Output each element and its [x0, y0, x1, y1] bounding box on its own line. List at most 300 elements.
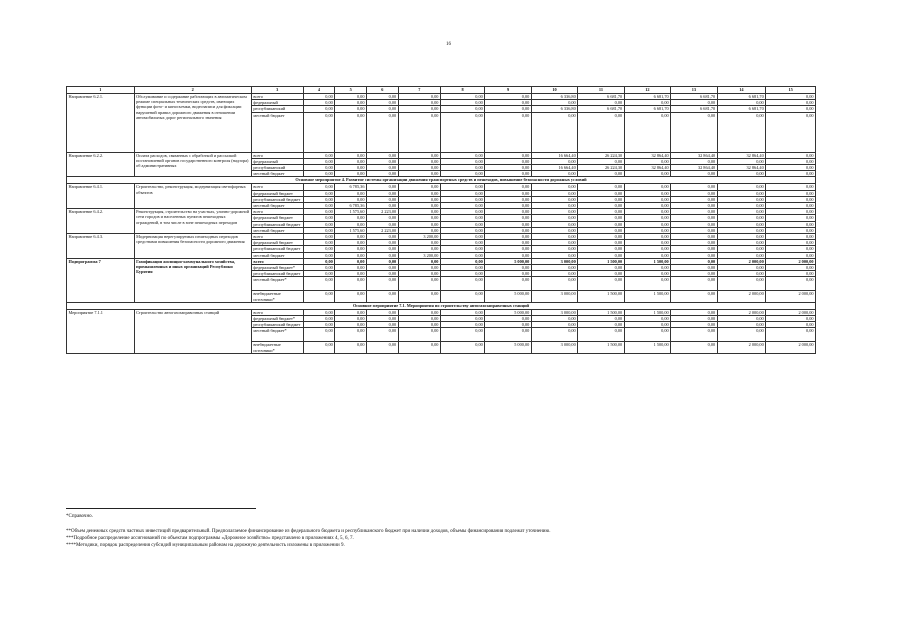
funding-source: республиканский бюджет [251, 221, 303, 227]
value-cell: 0,00 [717, 277, 766, 291]
value-cell: 0,00 [671, 100, 717, 106]
value-cell: 0,00 [624, 265, 670, 271]
value-cell: 0,00 [624, 158, 670, 164]
value-cell: 0,00 [624, 190, 670, 196]
value-cell: 6 336,80 [531, 94, 577, 100]
value-cell: 0,00 [398, 100, 440, 106]
value-cell: 0,00 [366, 100, 398, 106]
value-cell: 0,00 [440, 240, 484, 246]
value-cell: 0,00 [578, 271, 624, 277]
value-cell: 0,00 [671, 322, 717, 328]
value-cell: 0,00 [671, 265, 717, 271]
value-cell: 0,00 [440, 112, 484, 152]
value-cell: 1 575,60 [335, 227, 367, 233]
value-cell: 0,00 [766, 221, 816, 227]
value-cell: 0,00 [398, 316, 440, 322]
value-cell: 0,00 [440, 234, 484, 240]
value-cell: 0,00 [303, 265, 335, 271]
value-cell: 0,00 [440, 203, 484, 209]
value-cell: 0,00 [335, 265, 367, 271]
value-cell: 0,00 [440, 265, 484, 271]
value-cell: 0,00 [485, 246, 531, 252]
funding-source: всего [251, 94, 303, 100]
value-cell: 2 000,00 [766, 258, 816, 264]
value-cell: 32 864,40 [717, 152, 766, 158]
section-row [67, 177, 816, 184]
value-cell: 0,00 [717, 322, 766, 328]
value-cell: 0,00 [717, 100, 766, 106]
column-header: 7 [398, 87, 440, 94]
value-cell: 0,00 [440, 158, 484, 164]
value-cell: 2 000,00 [717, 258, 766, 264]
value-cell: 0,00 [366, 106, 398, 112]
value-cell: 0,00 [485, 322, 531, 328]
value-cell: 32 864,40 [671, 165, 717, 171]
value-cell: 0,00 [303, 240, 335, 246]
value-cell: 0,00 [531, 158, 577, 164]
funding-source: местный бюджет [251, 112, 303, 152]
value-cell: 0,00 [531, 328, 577, 342]
value-cell: 0,00 [717, 246, 766, 252]
column-header: 14 [717, 87, 766, 94]
value-cell: 0,00 [531, 196, 577, 202]
item-code: Подпрограмма 7 [67, 258, 135, 302]
value-cell: 0,00 [335, 94, 367, 100]
value-cell: 0,00 [717, 234, 766, 240]
value-cell: 0,00 [578, 252, 624, 258]
column-header: 15 [766, 87, 816, 94]
value-cell: 3 000,00 [531, 309, 577, 315]
value-cell: 0,00 [671, 240, 717, 246]
value-cell: 0,00 [398, 106, 440, 112]
value-cell: 0,00 [531, 246, 577, 252]
value-cell: 0,00 [766, 171, 816, 177]
value-cell: 0,00 [366, 316, 398, 322]
value-cell: 0,00 [335, 246, 367, 252]
item-name: Газификация жилищно-коммунального хозяйства, промышленных и иных организаций Республики Бурятия [134, 258, 251, 302]
value-cell: 0,00 [531, 112, 577, 152]
value-cell: 0,00 [766, 240, 816, 246]
value-cell: 0,00 [398, 171, 440, 177]
value-cell: 32 864,40 [624, 165, 670, 171]
value-cell: 0,00 [398, 328, 440, 342]
value-cell: 0,00 [366, 94, 398, 100]
value-cell: 0,00 [671, 196, 717, 202]
value-cell: 0,00 [398, 246, 440, 252]
value-cell: 0,00 [578, 203, 624, 209]
value-cell: 0,00 [531, 234, 577, 240]
value-cell: 5 000,00 [485, 342, 531, 353]
value-cell: 0,00 [303, 246, 335, 252]
value-cell: 0,00 [531, 203, 577, 209]
value-cell: 0,00 [717, 252, 766, 258]
value-cell: 0,00 [366, 215, 398, 221]
value-cell: 0,00 [717, 316, 766, 322]
item-code: Мероприятие 7.1.1 [67, 309, 135, 353]
value-cell: 0,00 [303, 106, 335, 112]
funding-source: федеральный бюджет* [251, 316, 303, 322]
value-cell: 6 681,70 [671, 106, 717, 112]
value-cell: 0,00 [440, 215, 484, 221]
value-cell: 0,00 [531, 252, 577, 258]
value-cell: 0,00 [766, 252, 816, 258]
value-cell: 0,00 [717, 184, 766, 190]
value-cell: 0,00 [303, 342, 335, 353]
value-cell: 0,00 [366, 258, 398, 264]
value-cell: 0,00 [398, 215, 440, 221]
value-cell: 0,00 [485, 190, 531, 196]
value-cell: 0,00 [398, 165, 440, 171]
value-cell: 0,00 [766, 316, 816, 322]
value-cell: 0,00 [335, 152, 367, 158]
value-cell: 0,00 [531, 265, 577, 271]
value-cell: 0,00 [624, 316, 670, 322]
value-cell: 0,00 [335, 106, 367, 112]
value-cell: 0,00 [366, 277, 398, 291]
funding-source: республиканский бюджет [251, 196, 303, 202]
value-cell: 0,00 [303, 227, 335, 233]
value-cell: 0,00 [578, 221, 624, 227]
value-cell: 0,00 [440, 271, 484, 277]
funding-source: федеральный [251, 158, 303, 164]
value-cell: 0,00 [485, 203, 531, 209]
value-cell: 0,00 [671, 171, 717, 177]
value-cell: 0,00 [717, 203, 766, 209]
value-cell: 0,00 [624, 246, 670, 252]
value-cell: 0,00 [624, 322, 670, 328]
value-cell: 0,00 [366, 165, 398, 171]
funding-source: федеральный бюджет [251, 190, 303, 196]
value-cell: 16 664,40 [531, 152, 577, 158]
value-cell: 0,00 [717, 271, 766, 277]
value-cell: 0,00 [335, 271, 367, 277]
value-cell: 0,00 [440, 309, 484, 315]
item-name: Строительство, реконструкция, модернизация светофорных объектов [134, 184, 251, 209]
value-cell: 0,00 [717, 221, 766, 227]
value-cell: 0,00 [485, 328, 531, 342]
value-cell: 0,00 [717, 328, 766, 342]
value-cell: 0,00 [578, 100, 624, 106]
value-cell: 6 681,70 [717, 94, 766, 100]
value-cell: 0,00 [578, 234, 624, 240]
value-cell: 0,00 [485, 158, 531, 164]
value-cell: 16 664,40 [531, 165, 577, 171]
value-cell: 0,00 [366, 203, 398, 209]
value-cell: 0,00 [578, 171, 624, 177]
value-cell: 0,00 [485, 171, 531, 177]
funding-source: местный бюджет [251, 203, 303, 209]
value-cell: 0,00 [398, 240, 440, 246]
value-cell: 0,00 [303, 252, 335, 258]
value-cell: 0,00 [366, 112, 398, 152]
value-cell: 0,00 [578, 227, 624, 233]
item-name: Оплата расходов, связанных с обработкой и рассылкой постановлений органов государственного контроля (надзора) об административных [134, 152, 251, 177]
value-cell: 0,00 [366, 171, 398, 177]
column-header: 11 [578, 87, 624, 94]
value-cell: 0,00 [578, 158, 624, 164]
value-cell: 0,00 [531, 184, 577, 190]
value-cell: 0,00 [398, 291, 440, 302]
value-cell: 0,00 [440, 106, 484, 112]
value-cell: 0,00 [531, 240, 577, 246]
value-cell: 0,00 [335, 215, 367, 221]
value-cell: 0,00 [398, 265, 440, 271]
value-cell: 0,00 [398, 271, 440, 277]
budget-table [66, 86, 816, 354]
value-cell: 26 224,30 [578, 152, 624, 158]
value-cell: 0,00 [485, 234, 531, 240]
value-cell: 0,00 [485, 209, 531, 215]
value-cell: 0,00 [766, 277, 816, 291]
item-name: Модернизация нерегулируемых пешеходных переходов средствами повышения безопасности дорожного движения [134, 234, 251, 259]
value-cell: 0,00 [578, 316, 624, 322]
column-header: 3 [251, 87, 303, 94]
value-cell: 0,00 [624, 184, 670, 190]
value-cell: 0,00 [335, 112, 367, 152]
value-cell: 2 000,00 [717, 309, 766, 315]
value-cell: 0,00 [366, 291, 398, 302]
value-cell: 0,00 [766, 322, 816, 328]
column-header: 9 [485, 87, 531, 94]
value-cell: 0,00 [398, 342, 440, 353]
value-cell: 0,00 [485, 316, 531, 322]
funding-source: федеральный бюджет [251, 240, 303, 246]
value-cell: 0,00 [440, 277, 484, 291]
value-cell: 0,00 [671, 184, 717, 190]
value-cell: 0,00 [303, 158, 335, 164]
value-cell: 0,00 [303, 309, 335, 315]
value-cell: 6 681,70 [624, 94, 670, 100]
value-cell: 0,00 [303, 196, 335, 202]
value-cell: 0,00 [671, 342, 717, 353]
value-cell: 0,00 [766, 215, 816, 221]
value-cell: 0,00 [624, 328, 670, 342]
value-cell: 0,00 [671, 227, 717, 233]
value-cell: 0,00 [335, 328, 367, 342]
value-cell: 0,00 [671, 112, 717, 152]
value-cell: 0,00 [440, 190, 484, 196]
item-code: Направление 6.2.2. [67, 152, 135, 177]
column-header: 5 [335, 87, 367, 94]
value-cell: 32 864,40 [624, 152, 670, 158]
value-cell: 0,00 [766, 328, 816, 342]
value-cell: 0,00 [335, 322, 367, 328]
value-cell: 0,00 [485, 112, 531, 152]
value-cell: 0,00 [335, 171, 367, 177]
value-cell: 0,00 [485, 94, 531, 100]
value-cell: 0,00 [766, 184, 816, 190]
value-cell: 26 224,30 [578, 165, 624, 171]
value-cell: 1 500,00 [578, 258, 624, 264]
value-cell: 0,00 [366, 158, 398, 164]
value-cell: 2 000,00 [766, 342, 816, 353]
value-cell: 5 000,00 [485, 291, 531, 302]
value-cell: 1 500,00 [624, 309, 670, 315]
value-cell: 0,00 [366, 322, 398, 328]
value-cell: 0,00 [366, 240, 398, 246]
value-cell: 0,00 [717, 190, 766, 196]
value-cell: 0,00 [303, 277, 335, 291]
value-cell: 0,00 [485, 165, 531, 171]
value-cell: 3 200,00 [398, 252, 440, 258]
value-cell: 6 785,36 [335, 203, 367, 209]
value-cell: 0,00 [398, 277, 440, 291]
value-cell: 0,00 [624, 240, 670, 246]
value-cell: 6 681,70 [624, 106, 670, 112]
value-cell: 0,00 [717, 196, 766, 202]
value-cell: 0,00 [335, 165, 367, 171]
item-code: Направление 6.2.1. [67, 94, 135, 153]
funding-source: местный бюджет [251, 227, 303, 233]
funding-source: республиканский бюджет [251, 246, 303, 252]
value-cell: 0,00 [440, 196, 484, 202]
column-header: 4 [303, 87, 335, 94]
value-cell: 0,00 [366, 246, 398, 252]
value-cell: 0,00 [531, 190, 577, 196]
value-cell: 0,00 [303, 165, 335, 171]
value-cell: 0,00 [440, 227, 484, 233]
funding-source: республиканский бюджет [251, 322, 303, 328]
item-name: Реконструкция, строительство на участках, улично-дорожной сети городов и населенных пунктов пешеходных ограждений, в том числе в зоне пешеходных переходов [134, 209, 251, 234]
value-cell: 0,00 [624, 215, 670, 221]
value-cell: 0,00 [578, 246, 624, 252]
value-cell: 0,00 [335, 258, 367, 264]
funding-source: федеральный [251, 100, 303, 106]
value-cell: 0,00 [578, 240, 624, 246]
value-cell: 1 575,60 [335, 209, 367, 215]
value-cell: 0,00 [366, 152, 398, 158]
funding-source: всего [251, 209, 303, 215]
value-cell: 0,00 [440, 258, 484, 264]
column-header: 13 [671, 87, 717, 94]
item-code: Направление 6.4.3. [67, 234, 135, 259]
value-cell: 0,00 [335, 190, 367, 196]
value-cell: 0,00 [578, 215, 624, 221]
value-cell: 0,00 [485, 196, 531, 202]
value-cell: 0,00 [440, 94, 484, 100]
value-cell: 0,00 [624, 221, 670, 227]
value-cell: 0,00 [766, 165, 816, 171]
value-cell: 0,00 [624, 100, 670, 106]
value-cell: 2 000,00 [717, 291, 766, 302]
value-cell: 0,00 [485, 277, 531, 291]
value-cell: 0,00 [398, 203, 440, 209]
value-cell: 0,00 [398, 209, 440, 215]
section-title: Основное мероприятие 7.1. Мероприятия по строительству автогазозаправочных станций [67, 302, 816, 309]
value-cell: 6 336,80 [531, 106, 577, 112]
value-cell: 0,00 [717, 265, 766, 271]
value-cell: 3 000,00 [531, 342, 577, 353]
value-cell: 0,00 [578, 328, 624, 342]
value-cell: 0,00 [366, 271, 398, 277]
value-cell: 0,00 [766, 106, 816, 112]
footnote-rule [66, 508, 256, 509]
value-cell: 32 864,40 [671, 152, 717, 158]
value-cell: 0,00 [578, 112, 624, 152]
value-cell: 0,00 [624, 196, 670, 202]
value-cell: 0,00 [671, 215, 717, 221]
value-cell: 0,00 [624, 209, 670, 215]
value-cell: 2 223,00 [366, 227, 398, 233]
value-cell: 0,00 [440, 328, 484, 342]
funding-source: федеральный бюджет [251, 215, 303, 221]
value-cell: 0,00 [766, 209, 816, 215]
funding-source: республиканский бюджет [251, 271, 303, 277]
value-cell: 0,00 [671, 316, 717, 322]
value-cell: 0,00 [671, 221, 717, 227]
funding-source: внебюджетные источники* [251, 291, 303, 302]
value-cell: 0,00 [485, 221, 531, 227]
value-cell: 0,00 [398, 112, 440, 152]
value-cell: 0,00 [671, 328, 717, 342]
value-cell: 0,00 [366, 184, 398, 190]
value-cell: 0,00 [531, 227, 577, 233]
value-cell: 0,00 [531, 277, 577, 291]
value-cell: 0,00 [531, 221, 577, 227]
value-cell: 0,00 [624, 234, 670, 240]
value-cell: 0,00 [766, 152, 816, 158]
value-cell: 0,00 [303, 190, 335, 196]
footnote: ***Подробное распределение ассигнований по объектам подпрограммы «Дорожное хозяйство» представлено в приложениях 4, 5, 6, 7. [66, 536, 354, 541]
funding-source: местный бюджет [251, 171, 303, 177]
value-cell: 0,00 [717, 209, 766, 215]
value-cell: 0,00 [398, 152, 440, 158]
value-cell: 1 500,00 [578, 342, 624, 353]
value-cell: 0,00 [366, 342, 398, 353]
footnote: *Справочно. [66, 514, 93, 519]
value-cell: 0,00 [303, 184, 335, 190]
value-cell: 0,00 [440, 171, 484, 177]
value-cell: 0,00 [766, 112, 816, 152]
value-cell: 0,00 [303, 209, 335, 215]
value-cell: 0,00 [485, 106, 531, 112]
value-cell: 0,00 [303, 234, 335, 240]
value-cell: 0,00 [531, 100, 577, 106]
value-cell: 0,00 [671, 258, 717, 264]
funding-source: республиканский [251, 165, 303, 171]
value-cell: 0,00 [531, 209, 577, 215]
value-cell: 1 500,00 [624, 342, 670, 353]
value-cell: 3 000,00 [531, 291, 577, 302]
value-cell: 0,00 [335, 158, 367, 164]
value-cell: 0,00 [531, 215, 577, 221]
value-cell: 0,00 [303, 100, 335, 106]
value-cell: 6 681,70 [717, 106, 766, 112]
value-cell: 0,00 [303, 94, 335, 100]
value-cell: 0,00 [717, 171, 766, 177]
value-cell: 0,00 [335, 277, 367, 291]
value-cell: 0,00 [766, 265, 816, 271]
value-cell: 0,00 [766, 246, 816, 252]
value-cell: 1 500,00 [624, 258, 670, 264]
funding-source: местный бюджет* [251, 277, 303, 291]
value-cell: 0,00 [398, 158, 440, 164]
value-cell: 32 864,40 [717, 165, 766, 171]
value-cell: 0,00 [303, 271, 335, 277]
value-cell: 0,00 [531, 322, 577, 328]
value-cell: 0,00 [440, 252, 484, 258]
value-cell: 0,00 [578, 184, 624, 190]
value-cell: 3 000,00 [531, 258, 577, 264]
footnotes [66, 508, 826, 549]
value-cell: 0,00 [398, 221, 440, 227]
section-title: Основное мероприятие 4. Развитие системы организации движения транспортных средств и пешеходов, повышение безопасности дорожных условий [67, 177, 816, 184]
item-code: Направление 6.4.2. [67, 209, 135, 234]
value-cell: 2 223,00 [366, 209, 398, 215]
value-cell: 0,00 [335, 342, 367, 353]
value-cell: 0,00 [398, 196, 440, 202]
value-cell: 0,00 [335, 100, 367, 106]
